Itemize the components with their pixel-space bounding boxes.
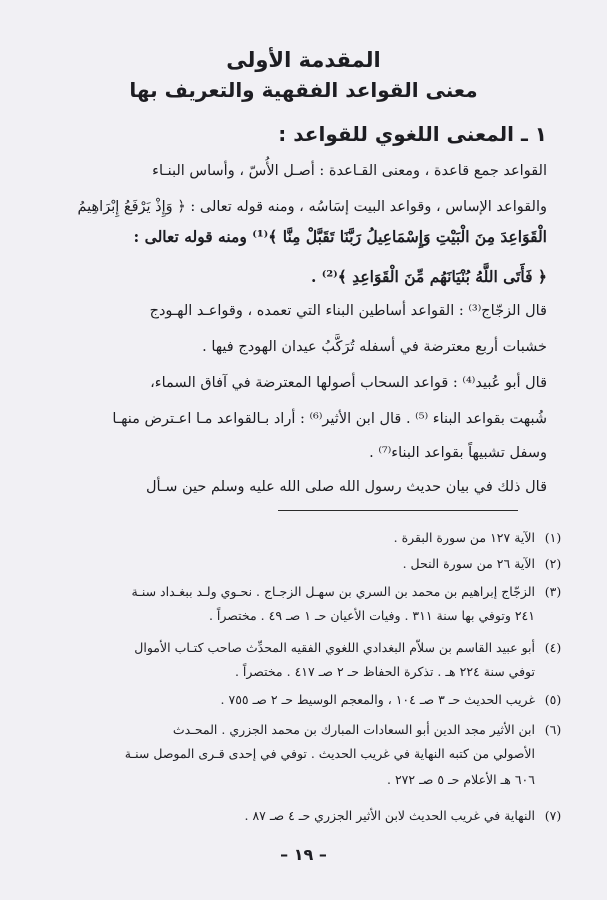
footnote-text: أبو عبيد القاسم بن سلاّم البغدادي اللغوي الفقيه المحدِّث صاحب كتـاب الأموال — [134, 640, 535, 655]
footnote-separator — [278, 510, 518, 511]
chapter-subtitle: معنى القواعد الفقهية والتعريف بها — [129, 78, 478, 102]
footnote-text: النهاية في غريب الحديث لابن الأثير الجزري حـ ٤ صـ ٨٧ . — [244, 808, 535, 823]
footnote-text: ٢٤١ وتوفي بها سنة ٣١١ . وفيات الأعيان حـ ١ صـ ٤٩ . مختصراً . — [208, 608, 535, 623]
footnote-number: (٤) — [544, 640, 562, 655]
footnote-number: (٥) — [544, 692, 562, 707]
footnote-text: الزجّاج إبراهيم بن محمد بن السري بن سهـل الزجـاج . نحـوي ولـد ببغـداد سنـة — [131, 584, 535, 599]
body-line: قال أبو عُبيد⁽⁴⁾ : قواعد السحاب أصولها المعترضة في آفاق السماء، — [150, 375, 547, 391]
body-line: القواعد جمع قاعدة ، ومعنى القـاعدة : أصـل الأُسّ ، وأساس البنـاء — [152, 163, 547, 179]
page-number: – ١٩ – — [280, 845, 327, 864]
section-heading: ١ ـ المعنى اللغوي للقواعد : — [278, 122, 547, 146]
chapter-title: المقدمة الأولى — [226, 48, 381, 72]
footnote-number: (٧) — [544, 808, 562, 823]
footnote-text: الأصولي من كتبه النهاية في غريب الحديث . توفي في إحدى قـرى الموصل سنـة — [124, 746, 535, 761]
footnote-text: توفي سنة ٢٢٤ هـ . تذكرة الحفاظ حـ ٢ صـ ٤١٧ . مختصراً . — [234, 664, 535, 679]
body-line: شُبهت بقواعد البناء ⁽⁵⁾ . قال ابن الأثير⁽⁶⁾ : أراد بـالقواعد مـا اعـترض منهـا — [112, 411, 547, 427]
body-line: ﴿ فَأَتَى اللَّهُ بُنْيَانَهُم مِّنَ الْقَوَاعِدِ ﴾⁽²⁾ . — [310, 267, 547, 286]
footnote-text: الآية ٢٦ من سورة النحل . — [402, 556, 535, 571]
footnote-text: ٦٠٦ هـ الأعلام حـ ٥ صـ ٢٧٢ . — [386, 772, 535, 787]
footnote-text: الآية ١٢٧ من سورة البقرة . — [393, 530, 535, 545]
body-line: وسفل تشبيهاً بقواعد البناء⁽⁷⁾ . — [369, 445, 547, 461]
body-line: خشبات أربع معترضة في أسفله تُرَكَّبُ عيدان الهودج فيها . — [202, 339, 547, 355]
body-line: الْقَوَاعِدَ مِنَ الْبَيْتِ وَإِسْمَاعِيلُ رَبَّنَا تَقَبَّلْ مِنَّا ﴾⁽¹⁾ ومنه قوله تعالى : — [133, 227, 547, 246]
body-line: قال ذلك في بيان حديث رسول الله صلى الله عليه وسلم حين سـأل — [146, 479, 547, 495]
footnote-number: (٦) — [544, 722, 562, 737]
body-line: والقواعد الإساس ، وقواعد البيت إسَاسُه ، ومنه قوله تعالى : ﴿ وَإِذْ يَرْفَعُ إِبْرَاهِيمُ — [77, 199, 547, 215]
footnote-number: (٢) — [544, 556, 562, 571]
footnote-text: غريب الحديث حـ ٣ صـ ١٠٤ ، والمعجم الوسيط حـ ٢ صـ ٧٥٥ . — [220, 692, 535, 707]
footnote-number: (٣) — [544, 584, 562, 599]
footnote-number: (١) — [544, 530, 562, 545]
body-line: قال الزجّاج⁽³⁾ : القواعد أساطين البناء التي تعمده ، وقواعـد الهـودج — [149, 303, 547, 319]
footnote-text: ابن الأثير مجد الدين أبو السعادات المبارك بن محمد الجزري . المحـدث — [172, 722, 535, 737]
